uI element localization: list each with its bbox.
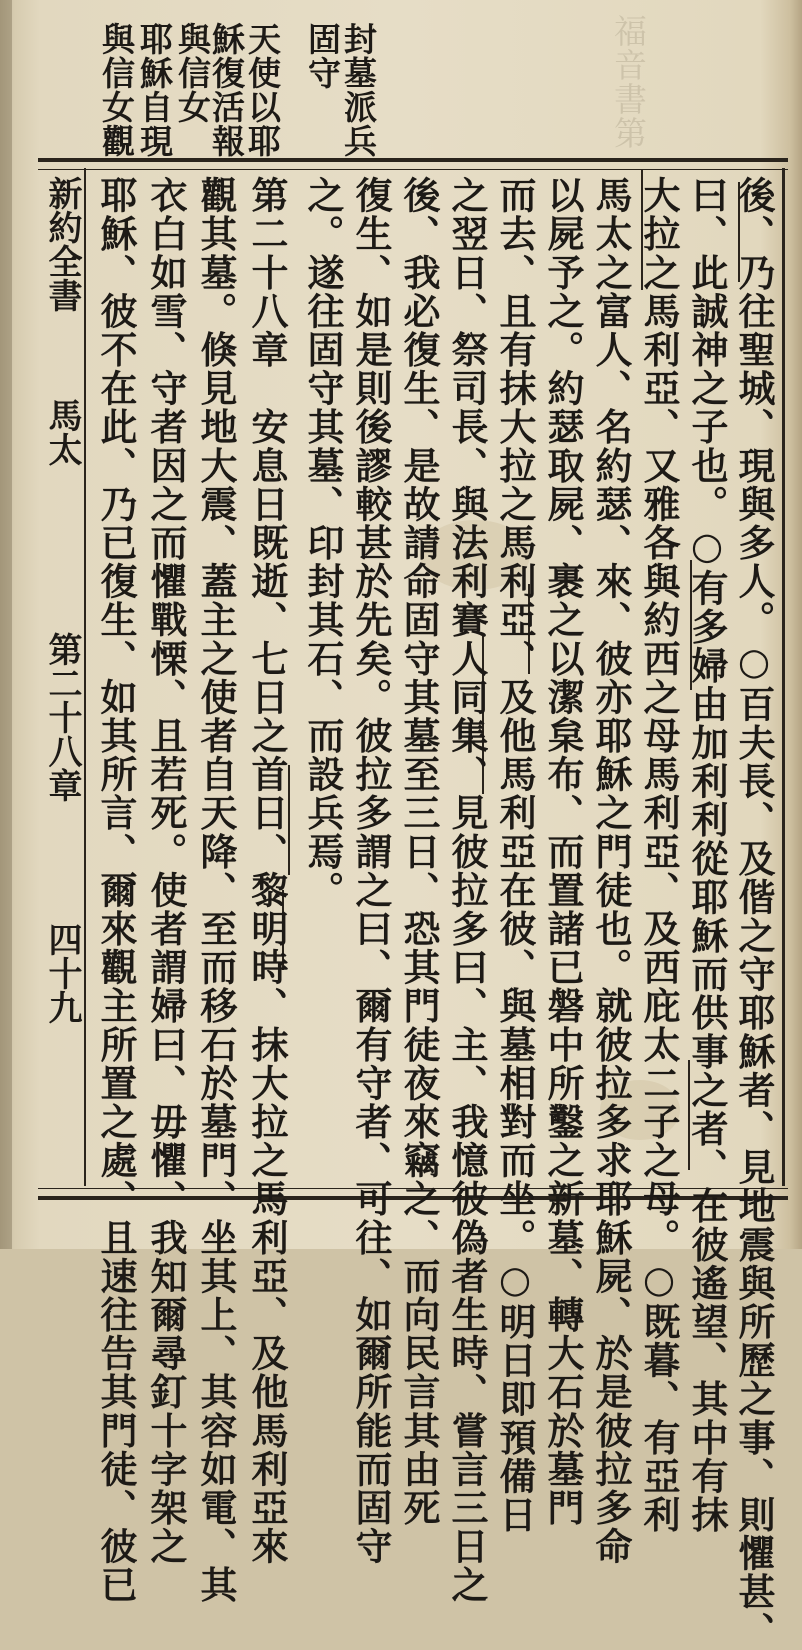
text-column: 復生、如是則後謬較甚於先矣。彼拉多謂之曰、爾有守者、可往、如爾所能而固守 [349,176,393,1566]
text-column: 第二十八章 安息日既逝、七日之首日、黎明時、抹大拉之馬利亞、及他馬利亞來 [245,176,289,1566]
text-column: 耶穌、彼不在此、乃已復生、如其所言、爾來觀主所置之處、且速往告其門徒、彼已 [94,176,138,1605]
top-heading-column: 封墓派兵 [339,22,378,158]
text-column: 以屍予之。約瑟取屍、裹之以潔枲布、而置諸已磐中所鑿之新墓、轉大石於墓門 [541,176,585,1527]
text-column: 馬太之富人、名約瑟、來、彼亦耶穌之門徒也。就彼拉多求耶穌屍、於是彼拉多命 [589,176,633,1566]
top-border-rule [38,158,788,170]
text-column: 衣白如雪、守者因之而懼戰慄、且若死。使者謂婦曰、毋懼、我知爾尋釘十字架之 [144,176,188,1566]
text-column: 觀其墓。倏見地大震、蓋主之使者自天降、至而移石於墓門、坐其上、其容如電、其 [194,176,238,1605]
book-title: 新約全書 [42,176,82,312]
text-column: 後、我必復生、是故請命固守其墓至三日、恐其門徒夜來竊之、而向民言其由死 [397,176,441,1527]
top-heading-column: 固守 [303,22,342,90]
text-column: 後、乃往聖城、現與多人。○百夫長、及偕之守耶穌者、見地震與所歷之事、則懼甚、 [732,176,776,1650]
top-heading-column: 天使以耶 [243,22,282,158]
top-heading-column: 與信女 [173,22,212,124]
text-column: 而去、且有抹大拉之馬利亞、及他馬利亞在彼、與墓相對而坐。○明日即預備日 [493,176,537,1534]
top-heading-column: 與信女觀 [97,22,136,158]
text-column: 大拉之馬利亞、又雅各與約西之母馬利亞、及西庇太二子之母。○既暮、有亞利 [637,176,681,1534]
top-heading-column: 穌復活報 [207,22,246,158]
book-spine-shadow [0,0,12,1249]
book-name: 馬太 [42,398,82,466]
right-border-rule [782,168,785,1186]
page-number: 四十九 [42,922,82,1024]
bleed-through-text: 福音書第 [609,14,648,150]
chapter-label: 第二十八章 [42,632,82,802]
margin-divider-rule [84,168,86,1186]
text-column: 之翌日、祭司長、與法利賽人同集、見彼拉多曰、主、我憶彼偽者生時、嘗言三日之 [445,176,489,1605]
top-heading-column: 耶穌自現 [135,22,174,158]
text-column: 曰、此誠神之子也。○有多婦由加利利從耶穌而供事之者、在彼遙望、其中有抹 [685,176,729,1534]
text-column: 之。遂往固守其墓、印封其石、而設兵焉。 [301,176,345,910]
